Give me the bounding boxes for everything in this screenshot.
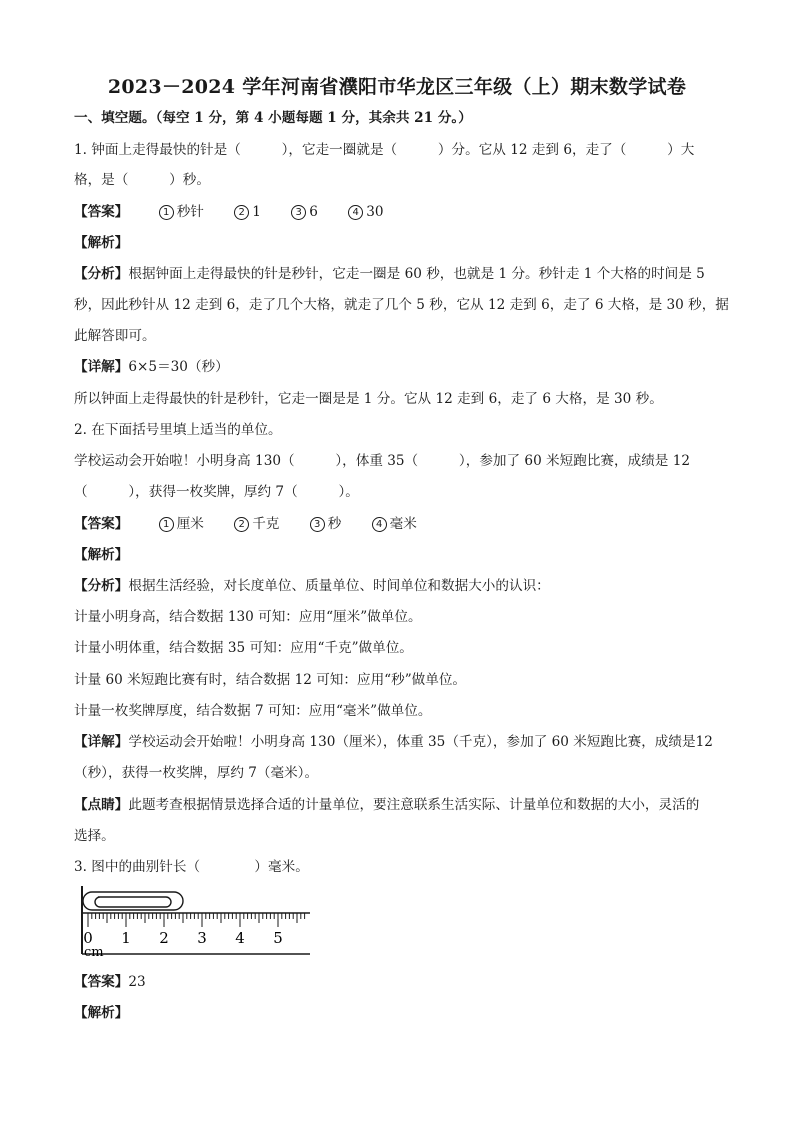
section-heading: 一、填空题。（每空 1 分，第 4 小题每题 1 分，其余共 21 分。） [74, 110, 472, 126]
q2-detail-line2: （秒），获得一枚奖牌，厚约 7（毫米）。 [74, 765, 319, 781]
q2-answer-4: 4 毫米 [372, 514, 417, 534]
ruler-labels [83, 929, 283, 947]
q3-analysis-label: 【解析】 [74, 1005, 129, 1021]
ruler-ticks [88, 913, 305, 927]
answer-label: 【答案】 [74, 516, 129, 532]
q2-answer-2: 2 千克 [234, 514, 279, 534]
ruler-label: 0 [83, 929, 93, 947]
q1-answer [74, 202, 734, 222]
ruler-with-paperclip-figure [78, 886, 312, 958]
q1-answer-4: 4 30 [348, 202, 383, 222]
ruler-label: 4 [235, 929, 245, 947]
q2-stem-line1: 2. 在下面括号里填上适当的单位。 [74, 422, 282, 438]
q1-fenxi-line3: 此解答即可。 [74, 328, 156, 344]
q1-conclusion: 所以钟面上走得最快的针是秒针，它走一圈是是 1 分。它从 12 走到 6，走了 6 大格，是 30 秒。 [74, 391, 663, 407]
ruler-label: 3 [197, 929, 207, 947]
q2-answer-3: 3 秒 [310, 514, 342, 534]
q2-dianjing-line1: 【点睛】此题考查根据情景选择合适的计量单位，要注意联系生活实际、计量单位和数据的大小，灵活的 [74, 797, 700, 813]
q2-answer-1: 1 厘米 [159, 514, 204, 534]
q2-stem-line3: （ ），获得一枚奖牌，厚约 7（ ）。 [74, 484, 359, 500]
q2-point-1: 计量小明身高，结合数据 130 可知：应用“厘米”做单位。 [74, 609, 422, 625]
q2-answer [74, 514, 734, 534]
ruler-label: 1 [121, 929, 131, 947]
q1-answer-2: 2 1 [234, 202, 261, 222]
q2-stem-line2: 学校运动会开始啦！小明身高 130（ ），体重 35（ ），参加了 60 米短跑比赛，成绩是 12 [74, 453, 690, 469]
q3-answer: 【答案】23 [74, 974, 146, 990]
q2-point-3: 计量 60 米短跑比赛有时，结合数据 12 可知：应用“秒”做单位。 [74, 672, 467, 688]
q1-fenxi-line2: 秒，因此秒针从 12 走到 6，走了几个大格，就走了几个 5 秒，它从 12 走到 6，走了 6 大格，是 30 秒，据 [74, 297, 729, 313]
q1-answer-3: 3 6 [291, 202, 318, 222]
q2-analysis-label: 【解析】 [74, 547, 129, 563]
q1-stem-line2: 格，是（ ）秒。 [74, 172, 210, 188]
q3-stem: 3. 图中的曲别针长（ ）毫米。 [74, 859, 309, 875]
q1-analysis-label: 【解析】 [74, 235, 129, 251]
q1-fenxi-line1: 【分析】根据钟面上走得最快的针是秒针，它走一圈是 60 秒，也就是 1 分。秒针走 1 个大格的时间是 5 [74, 266, 705, 282]
ruler-label: 5 [273, 929, 283, 947]
q1-stem-line1: 1. 钟面上走得最快的针是（ ），它走一圈就是（ ）分。它从 12 走到 6，走了（ ）大 [74, 142, 695, 158]
q2-dianjing-line2: 选择。 [74, 828, 115, 844]
q2-point-2: 计量小明体重，结合数据 35 可知：应用“千克”做单位。 [74, 640, 413, 656]
answer-label: 【答案】 [74, 204, 129, 220]
ruler-label: 2 [159, 929, 169, 947]
q2-detail-line1: 【详解】学校运动会开始啦！小明身高 130（厘米），体重 35（千克），参加了 60 米短跑比赛，成绩是12 [74, 734, 713, 750]
paperclip-icon [83, 892, 183, 910]
q1-detail: 【详解】6×5＝30（秒） [74, 359, 229, 375]
q1-answer-1: 1 秒针 [159, 202, 204, 222]
q2-fenxi: 【分析】根据生活经验，对长度单位、质量单位、时间单位和数据大小的认识： [74, 578, 550, 594]
ruler-unit-label: cm [84, 945, 104, 958]
q2-point-4: 计量一枚奖牌厚度，结合数据 7 可知：应用“毫米”做单位。 [74, 703, 432, 719]
exam-title: 2023－2024 学年河南省濮阳市华龙区三年级（上）期末数学试卷 [107, 76, 687, 98]
